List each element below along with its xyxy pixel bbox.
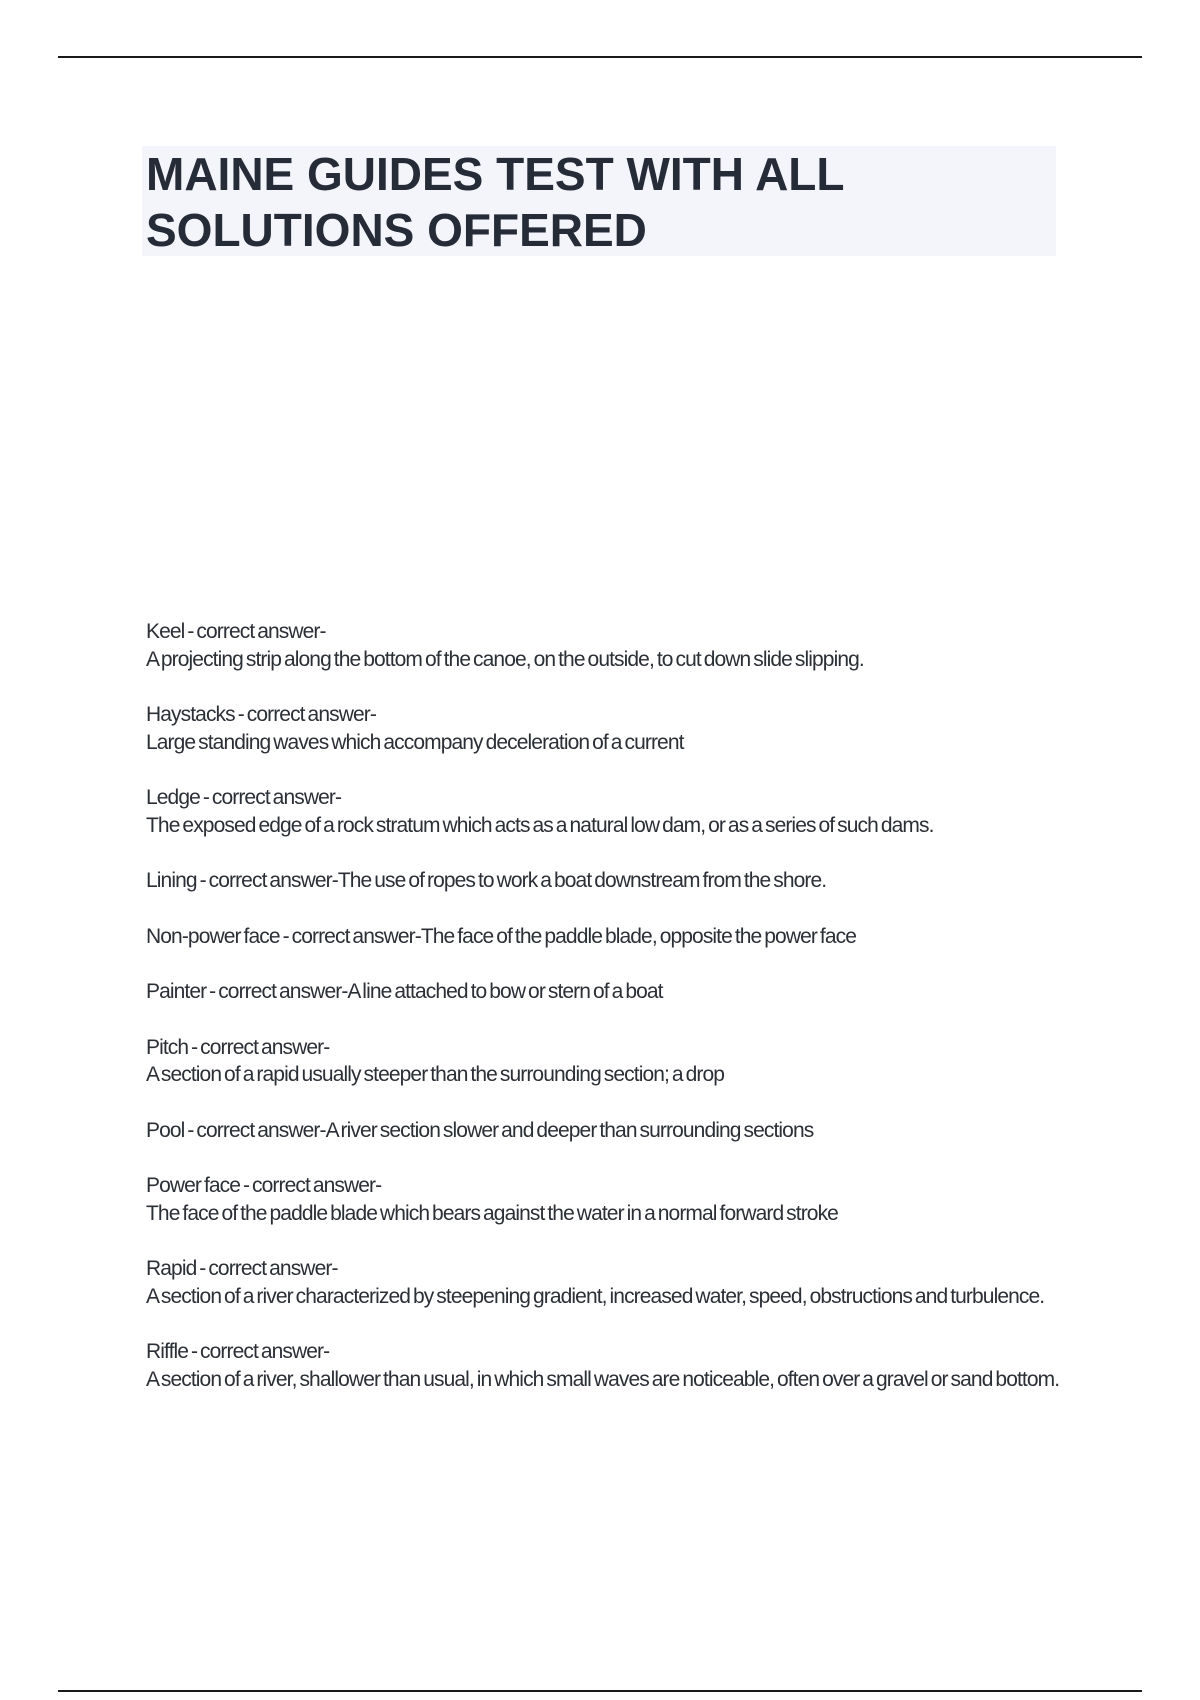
qa-entry [146, 1172, 1066, 1227]
qa-entry [146, 1338, 1066, 1393]
answer-separator: - correct answer- [199, 786, 342, 809]
answer-separator: - correct answer- [279, 924, 421, 948]
bottom-divider [58, 1690, 1142, 1692]
answer-separator: - correct answer- [196, 1257, 338, 1280]
qa-entry [146, 1117, 1066, 1145]
qa-definition: The face of the paddle blade which bears against the water in a normal forward stroke [146, 1201, 838, 1225]
answer-separator: - correct answer- [206, 980, 348, 1003]
answer-separator: - correct answer- [188, 1340, 330, 1363]
qa-term: Pool [146, 1118, 185, 1142]
answer-separator: - correct answer- [188, 1035, 330, 1059]
title-banner [142, 146, 1056, 256]
qa-definition: A projecting strip along the bottom of the canoe, on the outside, to cut down slide slipping. [146, 647, 864, 671]
qa-term: Haystacks [146, 703, 235, 726]
qa-term: Keel [146, 620, 185, 643]
qa-definition: The exposed edge of a rock stratum which acts as a natural low dam, or as a series of such dams. [146, 813, 934, 837]
qa-definition: A river section slower and deeper than surrounding sections [325, 1118, 814, 1142]
qa-term: Painter [146, 980, 207, 1003]
qa-entry [146, 701, 1066, 756]
qa-term: Pitch [146, 1035, 189, 1059]
qa-term: Rapid [146, 1257, 197, 1280]
qa-term: Lining [146, 869, 197, 892]
qa-entry [146, 1034, 1066, 1089]
qa-term: Ledge [146, 786, 200, 809]
qa-definition: A section of a river characterized by steepening gradient, increased water, speed, obstructions and turbulence. [146, 1284, 1045, 1308]
qa-definition: Large standing waves which accompany deceleration of a current [146, 730, 684, 754]
answer-separator: - correct answer- [234, 703, 376, 726]
qa-term: Riffle [146, 1340, 189, 1363]
qa-definition: The face of the paddle blade, opposite the power face [420, 924, 856, 948]
answer-separator: - correct answer- [184, 1118, 326, 1142]
qa-entry [146, 978, 1066, 1006]
answer-separator: - correct answer- [184, 620, 326, 643]
qa-definition: A section of a rapid usually steeper than the surrounding section; a drop [146, 1063, 725, 1086]
qa-entry [146, 867, 1066, 895]
qa-term: Power face [146, 1174, 241, 1197]
answer-separator: - correct answer- [240, 1174, 382, 1197]
qa-definition: A line attached to bow or stern of a boat [347, 980, 663, 1003]
qa-entry [146, 923, 1066, 951]
answer-separator: - correct answer- [196, 869, 338, 892]
qa-definition: The use of ropes to work a boat downstream from the shore. [337, 869, 827, 892]
qa-entry [146, 784, 1066, 839]
qa-entry [146, 618, 1066, 673]
qa-entry [146, 1255, 1066, 1310]
document-title: MAINE GUIDES TEST WITH ALL SOLUTIONS OFFERED [146, 148, 844, 256]
top-divider [58, 56, 1142, 58]
qa-term: Non-power face [146, 924, 280, 948]
qa-list [146, 618, 1066, 1421]
qa-definition: A section of a river, shallower than usual, in which small waves are noticeable, often over a gravel or sand bottom. [146, 1367, 1060, 1391]
